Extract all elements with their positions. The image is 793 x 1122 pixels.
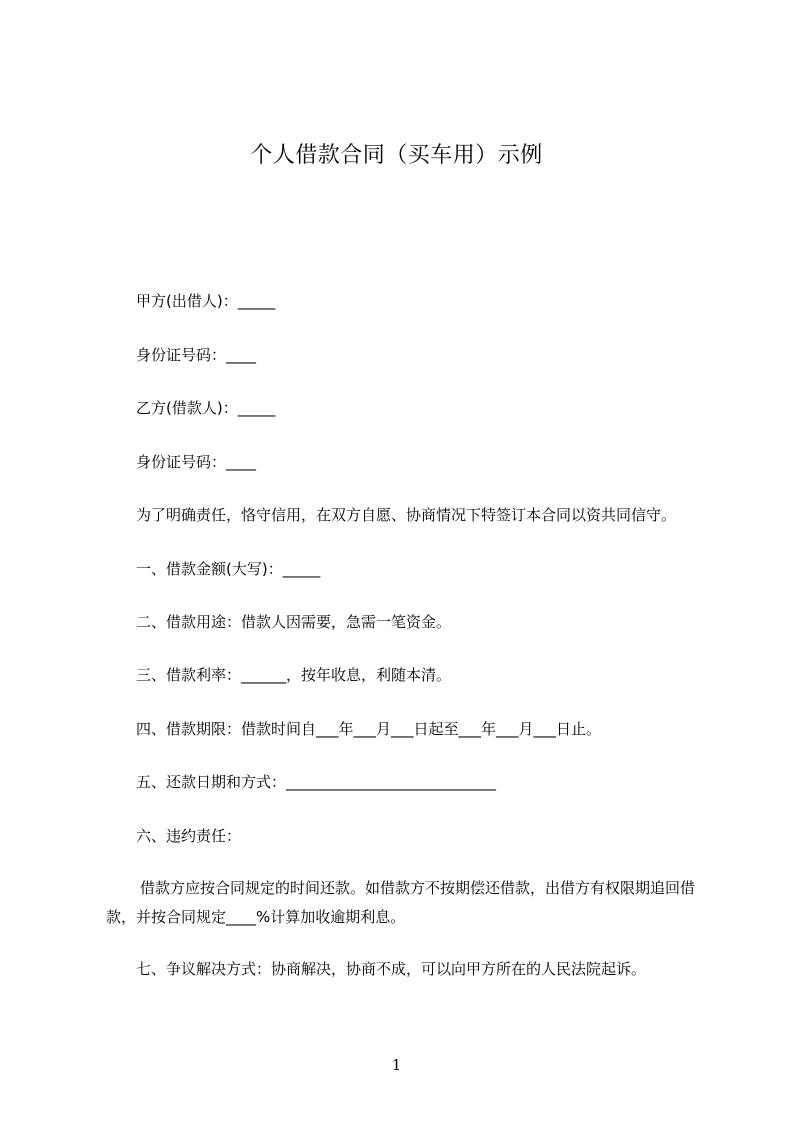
- lender-id-field: 身份证号码：____: [136, 346, 257, 364]
- clause-7-dispute: 七、争议解决方式：协商解决，协商不成，可以向甲方所在的人民法院起诉。: [136, 960, 647, 978]
- clause-4-term: 四、借款期限：借款时间自___年___月___日起至___年___月___日止。: [136, 720, 602, 738]
- document-title: 个人借款合同（买车用）示例: [250, 143, 543, 168]
- clause-1-amount: 一、借款金额(大写)：_____: [136, 560, 321, 578]
- clause-5-repayment: 五、还款日期和方式：____________________________: [136, 773, 497, 791]
- clause-3-interest: 三、借款利率：______，按年收息，利随本清。: [136, 666, 452, 684]
- clause-6-heading: 六、违约责任：: [136, 827, 242, 845]
- clause-2-purpose: 二、借款用途：借款人因需要，急需一笔资金。: [136, 613, 452, 631]
- page-number: 1: [391, 1056, 402, 1074]
- borrower-field: 乙方(借款人)：_____: [136, 399, 276, 417]
- clause-6-paragraph: 借款方应按合同规定的时间还款。如借款方不按期偿还借款，出借方有权限期追回借款，并按合同规定____%计算加收逾期利息。: [106, 879, 696, 926]
- lender-field: 甲方(出借人)：_____: [136, 292, 276, 310]
- preamble-text: 为了明确责任，恪守信用，在双方自愿、协商情况下特签订本合同以资共同信守。: [136, 506, 677, 524]
- borrower-id-field: 身份证号码：____: [136, 453, 257, 471]
